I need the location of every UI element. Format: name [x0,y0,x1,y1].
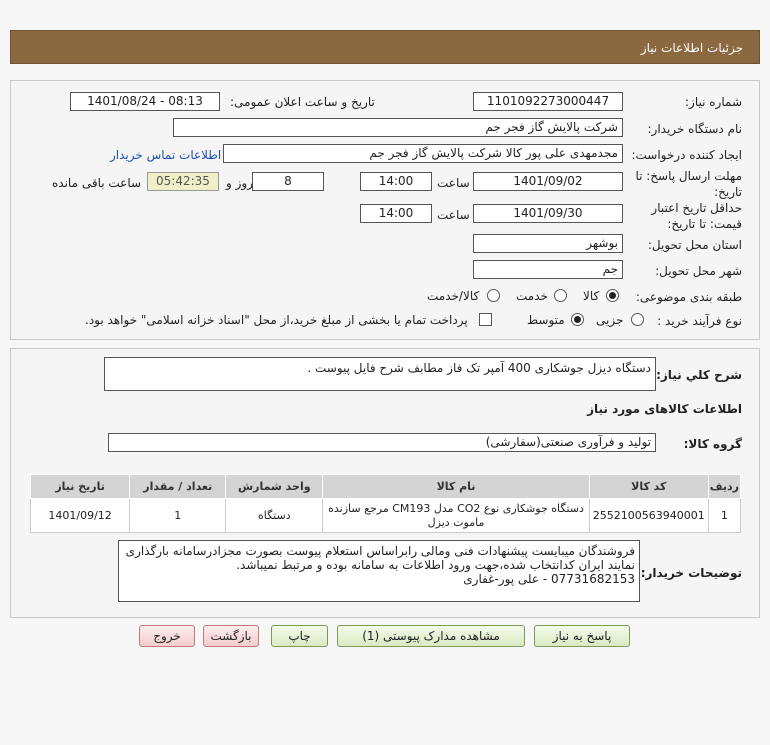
attachments-button[interactable]: مشاهده مدارک پیوستی (1) [337,625,525,647]
col-row: ردیف [708,475,740,499]
treasury-note: پرداخت تمام یا بخشی از مبلغ خرید،از محل "اسناد خزانه اسلامی" خواهد بود. [85,313,468,327]
back-button[interactable]: بازگشت [203,625,259,647]
buyer-field: شرکت پالایش گاز فجر جم [173,118,623,137]
announce-label: تاریخ و ساعت اعلان عمومی: [230,95,375,109]
treasury-checkbox[interactable] [479,313,492,326]
deadline-label: مهلت ارسال پاسخ: تا تاریخ: [635,169,742,199]
summary-field: دستگاه دیزل جوشکاری 400 آمپر تک فاز مطابف شرح فایل پیوست . [104,357,656,391]
province-label: استان محل تحویل: [647,238,742,252]
buyer-notes-line-2: نمایند ایران کدانتخاب شده،جهت ورود اطلاعات به سامانه بوده و مرتبط نمیباشد. [236,558,635,572]
col-name: نام کالا [323,475,590,499]
category-goods-radio[interactable] [606,289,619,302]
process-minor-radio[interactable] [631,313,644,326]
buyer-notes-line-3: 07731682153 - علی پور-غفاری [463,572,635,586]
city-label: شهر محل تحویل: [655,264,742,278]
table-row [31,499,741,533]
cell-date: 1401/09/12 [31,499,130,533]
deadline-time-label: ساعت [437,176,470,190]
validity-date-field: 1401/09/30 [473,204,623,223]
category-service-label: خدمت [516,289,548,303]
announce-field: 1401/08/24 - 08:13 [70,92,220,111]
process-medium-radio[interactable] [571,313,584,326]
need-number-label: شماره نیاز: [685,95,742,109]
page-title: جزئیات اطلاعات نیاز [640,41,743,55]
buyer-contact-link[interactable]: اطلاعات تماس خریدار [110,148,222,162]
validity-time-field: 14:00 [360,204,432,223]
col-unit: واحد شمارش [226,475,323,499]
goods-section-title: اطلاعات کالاهای مورد نياز [587,402,742,416]
creator-label: ایجاد کننده درخواست: [631,148,742,162]
province-field: بوشهر [473,234,623,253]
category-goods-service-label: کالا/خدمت [427,289,480,303]
category-goods-service-radio[interactable] [487,289,500,302]
deadline-days-field: 8 [252,172,324,191]
buyer-notes-label: توضیحات خریدار: [640,566,742,580]
summary-label: شرح کلي نياز: [656,368,742,382]
buyer-notes-line-1: فروشندگان میبایست پیشنهادات فنی ومالی رابراساس استعلام پیوست بصورت مجزادرسامانه بارگذاری [125,544,635,558]
need-number-field: 1101092273000447 [473,92,623,111]
col-code: کد کالا [589,475,708,499]
category-goods-label: کالا [583,289,600,303]
cell-code: 2552100563940001 [589,499,708,533]
goods-table [30,474,741,533]
category-label: طبقه بندی موضوعی: [635,290,742,304]
process-label: نوع فرآیند خرید : [657,314,742,328]
buyer-label: نام دستگاه خریدار: [647,122,742,136]
cell-row: 1 [708,499,740,533]
goods-group-field: تولید و فرآوری صنعتی(سفارشی) [108,433,656,452]
process-minor-label: جزیی [596,313,624,327]
city-field: جم [473,260,623,279]
buyer-notes-field [118,540,640,602]
deadline-date-field: 1401/09/02 [473,172,623,191]
deadline-time-field: 14:00 [360,172,432,191]
remaining-timer: 05:42:35 [147,172,219,191]
process-medium-label: متوسط [527,313,565,327]
remaining-label: ساعت باقی مانده [52,176,142,190]
exit-button[interactable]: خروج [139,625,195,647]
print-button[interactable]: چاپ [271,625,328,647]
col-date: تاریخ نیاز [31,475,130,499]
cell-unit: دستگاه [226,499,323,533]
validity-time-label: ساعت [437,208,470,222]
cell-qty: 1 [130,499,226,533]
cell-name: دستگاه جوشکاری نوع CO2 مدل CM193 مرجع سازنده ماموت دیزل [323,499,590,533]
goods-group-label: گروه کالا: [683,437,742,451]
creator-field: مجدمهدی علی پور کالا شرکت پالایش گاز فجر جم [223,144,623,163]
days-label: روز و [226,176,253,190]
page-header [10,30,760,64]
validity-label: حداقل تاریخ اعتبار قیمت: تا تاریخ: [651,201,742,231]
reply-button[interactable]: پاسخ به نیاز [534,625,630,647]
goods-table-header [31,475,741,499]
col-qty: تعداد / مقدار [130,475,226,499]
category-service-radio[interactable] [554,289,567,302]
